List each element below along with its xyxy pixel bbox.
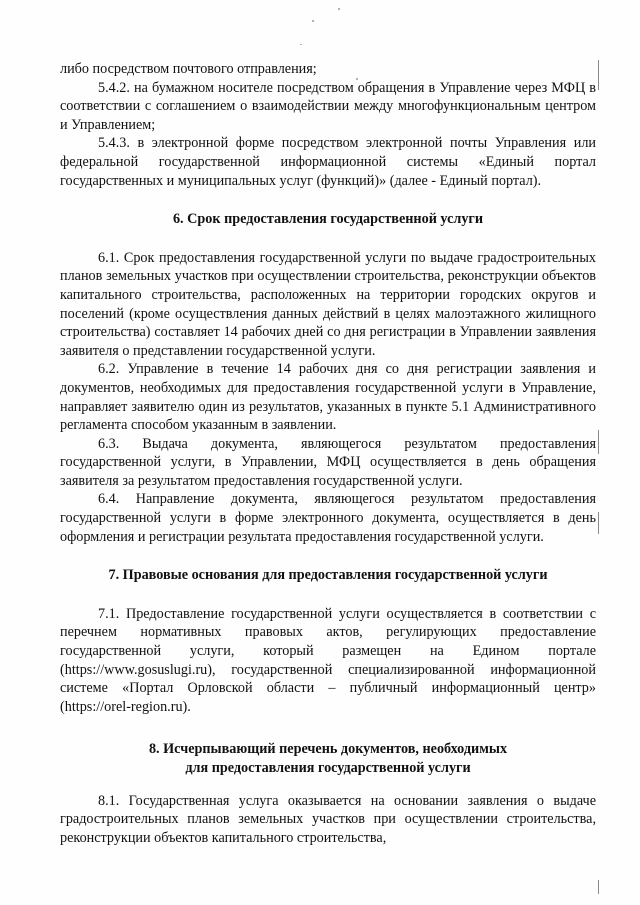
scan-speck: [312, 20, 314, 22]
paragraph-5-4-3: 5.4.3. в электронной форме посредством электронной почты Управления или федеральной государственной информационной системы «Единый портал государственных и муниципальных услуг (функций)» (далее - Единый портал).: [60, 135, 596, 189]
paragraph-7-1: 7.1. Предоставление государственной услуги осуществляется в соответствии с перечнем нормативных правовых актов, регулирующих предоставление государственной услуги, который размещен на Едином портале (https://www.gosuslugi.ru), государственной специализированной информационной системе «Портал Орловской области – публичный информационный центр» (https://orel-region.ru).: [60, 605, 596, 715]
paragraph-6-4: 6.4. Направление документа, являющегося результатом предоставления государственной услуги в форме электронного документа, осуществляется в день оформления и регистрации результата предоставления государственной услуги.: [60, 491, 596, 545]
paragraph-6-2: 6.2. Управление в течение 14 рабочих дня со дня регистрации заявления и документов, необходимых для предоставления государственной услуги в Управление, направляет заявителю один из результатов, указанных в пункте 5.1 Административного регламента способом указанным в заявлении.: [60, 361, 596, 434]
paragraph-5-4-1-tail: либо посредством почтового отправления;: [60, 61, 317, 77]
paragraph-6-1: 6.1. Срок предоставления государственной услуги по выдаче градостроительных планов земельных участков при осуществлении строительства, реконструкции объектов капитального строительства, расположенных на территории городских округов и поселений (кроме осуществления данных действий в целях малоэтажного жилищного строительства) составляет 14 рабочих дней со дня регистрации в Управлении заявления заявителя о представлении государственной услуги.: [60, 249, 596, 359]
scan-speck: [338, 8, 340, 10]
section-7-heading: 7. Правовые основания для предоставления государственной услуги: [108, 567, 548, 584]
paragraph-8-1: 8.1. Государственная услуга оказывается на основании заявления о выдаче градостроительных планов земельных участков при осуществлении строительства, реконструкции объектов капитального строительства,: [60, 792, 596, 846]
scan-edge-mark: [598, 880, 599, 894]
paragraph-6-3: 6.3. Выдача документа, являющегося результатом предоставления государственной услуги, в Управлении, МФЦ осуществляется в день обращения заявителя за результатом предоставления государственной услуги.: [60, 435, 596, 489]
section-6-heading: 6. Срок предоставления государственной услуги: [172, 211, 484, 228]
section-8-heading-line1: 8. Исчерпывающий перечень документов, необходимых: [148, 741, 508, 758]
section-8-heading-line2: для предоставления государственной услуги: [185, 760, 471, 776]
scan-edge-mark: [598, 430, 599, 454]
document-body: [60, 60, 596, 847]
scan-edge-mark: [598, 512, 599, 534]
scan-edge-mark: [598, 60, 599, 90]
scan-speck: [300, 44, 302, 45]
section-8-heading: [60, 740, 596, 777]
paragraph-5-4-2: 5.4.2. на бумажном носителе посредством обращения в Управление через МФЦ в соответствии с соглашением о взаимодействии между многофункциональным центром и Управлением;: [60, 79, 596, 133]
